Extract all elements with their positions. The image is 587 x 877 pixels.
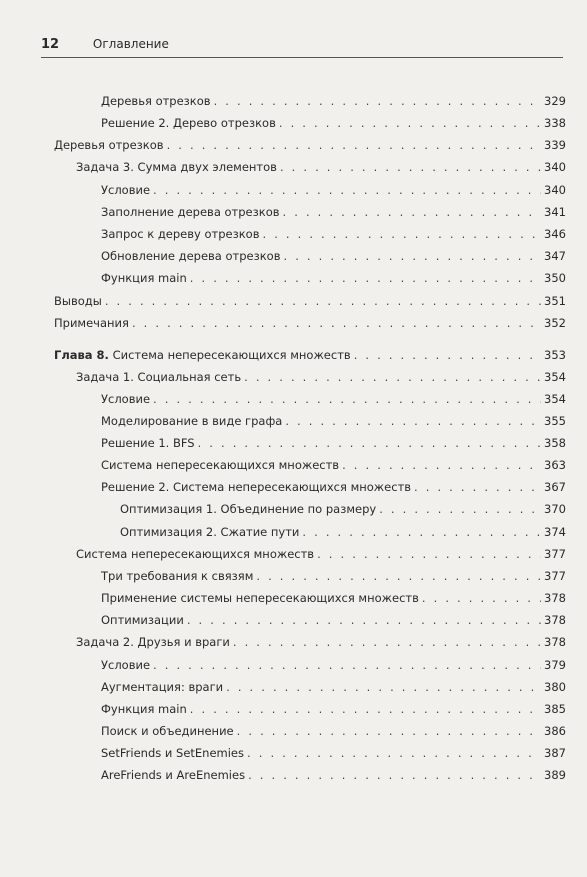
toc-entry[interactable]: [101, 433, 566, 453]
toc-entry[interactable]: [101, 566, 566, 586]
toc-entry-title: [101, 743, 244, 763]
toc-entry[interactable]: [101, 765, 566, 785]
toc-page-number: 385: [544, 702, 566, 716]
dot-leader: [233, 632, 541, 652]
running-title: Оглавление: [92, 37, 169, 51]
dot-leader: [280, 157, 541, 177]
toc-page-number: 378: [544, 613, 566, 627]
toc-entry-title: [76, 544, 314, 564]
dot-leader: [153, 180, 541, 200]
toc-entry-title: [101, 202, 280, 222]
toc-entry[interactable]: [76, 157, 566, 177]
dot-leader: [247, 743, 541, 763]
toc-entry[interactable]: [101, 91, 566, 111]
toc-entry-title: [101, 113, 276, 133]
toc-entry-title: [101, 433, 195, 453]
toc-title-text: Поиск и объединение: [101, 724, 234, 738]
toc-entry-title: [101, 180, 150, 200]
toc-entry[interactable]: [101, 389, 566, 409]
dot-leader: [190, 268, 541, 288]
dot-leader: [132, 313, 541, 333]
dot-leader: [167, 135, 541, 155]
toc-entry[interactable]: [101, 113, 566, 133]
toc-entry-title: [101, 455, 339, 475]
toc-entry[interactable]: [101, 588, 566, 608]
toc-entry-title: [101, 246, 281, 266]
toc-entry[interactable]: [54, 345, 566, 365]
toc-page-number: 367: [544, 480, 566, 494]
toc-entry[interactable]: [101, 477, 566, 497]
toc-entry[interactable]: [101, 699, 566, 719]
toc-entry[interactable]: [54, 313, 566, 333]
toc-page-number: 355: [544, 414, 566, 428]
toc-entry-title: [101, 566, 253, 586]
toc-title-text: Три требования к связям: [101, 569, 254, 583]
dot-leader: [214, 91, 541, 111]
toc-entry-title: [101, 721, 234, 741]
toc-page-number: 340: [544, 183, 566, 197]
toc-title-text: Решение 1. BFS: [101, 436, 195, 450]
toc-title-text: SetFriends и SetEnemies: [101, 746, 245, 760]
dot-leader: [302, 522, 541, 542]
toc-title-text: AreFriends и AreEnemies: [101, 768, 246, 782]
toc-entry[interactable]: [120, 522, 566, 542]
toc-page-number: 339: [544, 138, 566, 152]
toc-title-text: Деревья отрезков: [101, 94, 211, 108]
toc-page-number: 374: [544, 525, 566, 539]
dot-leader: [354, 345, 541, 365]
dot-leader: [283, 202, 542, 222]
toc-title-text: Применение системы непересекающихся множеств: [101, 591, 419, 605]
dot-leader: [226, 677, 541, 697]
toc-entry-title: [101, 91, 211, 111]
toc-page-number: 354: [544, 370, 566, 384]
toc-entry-title: [54, 313, 129, 333]
toc-title-text: Запрос к дереву отрезков: [101, 227, 260, 241]
toc-title-text: Решение 2. Дерево отрезков: [101, 116, 276, 130]
toc-entry-title: [54, 291, 102, 311]
toc-title-text: Оптимизация 2. Сжатие пути: [120, 525, 300, 539]
toc-page-number: 340: [544, 160, 566, 174]
toc-entry-title: [101, 699, 187, 719]
toc-page-number: 351: [544, 294, 566, 308]
toc-page-number: 347: [544, 249, 566, 263]
toc-page-number: 377: [544, 569, 566, 583]
toc-entry-title: [101, 268, 187, 288]
toc-entry[interactable]: [101, 224, 566, 244]
toc-title-text: Моделирование в виде графа: [101, 414, 283, 428]
toc-page-number: 370: [544, 502, 566, 516]
dot-leader: [105, 291, 541, 311]
dot-leader: [153, 389, 541, 409]
toc-entry[interactable]: [101, 268, 566, 288]
toc-entry-title: [101, 610, 184, 630]
toc-entry[interactable]: [101, 180, 566, 200]
toc-entry-title: [54, 345, 351, 365]
dot-leader: [317, 544, 541, 564]
dot-leader: [244, 367, 541, 387]
toc-title-text: Функция main: [101, 271, 187, 285]
toc-page-number: 353: [544, 348, 566, 362]
dot-leader: [379, 499, 541, 519]
toc-page-number: 350: [544, 271, 566, 285]
toc-title-text: Функция main: [101, 702, 187, 716]
toc-title-text: Решение 2. Система непересекающихся множеств: [101, 480, 412, 494]
toc-title-text: Заполнение дерева отрезков: [101, 205, 280, 219]
dot-leader: [284, 246, 542, 266]
toc-entry[interactable]: [76, 632, 566, 652]
toc-title-text: Примечания: [54, 316, 129, 330]
toc-page-number: 377: [544, 547, 566, 561]
toc-entry-title: [120, 522, 299, 542]
toc-entry-title: [101, 411, 282, 431]
toc-page-number: 387: [544, 746, 566, 760]
toc-page-number: 338: [544, 116, 566, 130]
toc-page-number: 363: [544, 458, 566, 472]
toc-entry[interactable]: [101, 246, 566, 266]
dot-leader: [414, 477, 541, 497]
dot-leader: [198, 433, 541, 453]
toc-page-number: 378: [544, 591, 566, 605]
dot-leader: [190, 699, 541, 719]
toc-entry[interactable]: [54, 135, 566, 155]
toc-page-number: 352: [544, 316, 566, 330]
toc-title-text: Аугментация: враги: [101, 680, 224, 694]
toc-page-number: 346: [544, 227, 566, 241]
toc-title-text: Система непересекающихся множеств: [101, 458, 340, 472]
toc-entry[interactable]: [76, 367, 566, 387]
toc-entry-title: [76, 632, 230, 652]
toc-page-number: 389: [544, 768, 566, 782]
page-number: 12: [41, 37, 60, 52]
toc-page-number: 379: [544, 658, 566, 672]
toc-page-number: 358: [544, 436, 566, 450]
toc-entry[interactable]: [76, 544, 566, 564]
toc-entry[interactable]: [101, 677, 566, 697]
toc-entry[interactable]: [101, 202, 566, 222]
toc-entry-title: [101, 765, 245, 785]
toc-title-text: Условие: [101, 658, 151, 672]
toc-entry-title: [54, 135, 164, 155]
toc-entry[interactable]: [101, 411, 566, 431]
toc-entry[interactable]: [101, 721, 566, 741]
dot-leader: [256, 566, 541, 586]
toc-page-number: 329: [544, 94, 566, 108]
toc-entry[interactable]: [120, 499, 566, 519]
toc-title-text: Условие: [101, 392, 151, 406]
toc-page-number: 341: [544, 205, 566, 219]
dot-leader: [279, 113, 541, 133]
toc-page-number: 378: [544, 635, 566, 649]
dot-leader: [237, 721, 541, 741]
toc-entry-title: [101, 477, 411, 497]
toc-entry-title: [101, 389, 150, 409]
toc-title-text: Задача 3. Сумма двух элементов: [76, 160, 277, 174]
dot-leader: [285, 411, 541, 431]
toc-entry-title: [101, 224, 259, 244]
toc-entry[interactable]: [101, 743, 566, 763]
toc-title-text: Обновление дерева отрезков: [101, 249, 281, 263]
toc-entry[interactable]: [54, 291, 566, 311]
toc-entry-title: [76, 367, 241, 387]
toc-entry-title: [101, 677, 223, 697]
toc-title-text: Система непересекающихся множеств: [112, 348, 351, 362]
dot-leader: [248, 765, 541, 785]
toc-page-number: 386: [544, 724, 566, 738]
dot-leader: [187, 610, 541, 630]
toc-page-number: 380: [544, 680, 566, 694]
toc-entry[interactable]: [101, 610, 566, 630]
toc-entry-title: [101, 655, 150, 675]
dot-leader: [153, 655, 541, 675]
toc-entry[interactable]: [101, 455, 566, 475]
toc-title-text: Деревья отрезков: [54, 138, 164, 152]
toc-title-text: Оптимизация 1. Объединение по размеру: [120, 502, 377, 516]
dot-leader: [262, 224, 541, 244]
header-rule: [41, 57, 563, 58]
dot-leader: [342, 455, 541, 475]
toc-title-text: Система непересекающихся множеств: [76, 547, 315, 561]
toc-title-text: Задача 2. Друзья и враги: [76, 635, 230, 649]
toc-entry-title: [120, 499, 376, 519]
toc-title-text: Задача 1. Социальная сеть: [76, 370, 242, 384]
toc-entry-title: [76, 157, 277, 177]
toc-title-text: Выводы: [54, 294, 102, 308]
dot-leader: [422, 588, 541, 608]
page-header: [41, 36, 561, 53]
toc-entry-title: [101, 588, 419, 608]
toc-title-text: Условие: [101, 183, 151, 197]
toc-title-text: Оптимизации: [101, 613, 184, 627]
chapter-label: Глава 8.: [54, 348, 109, 362]
toc-page-number: 354: [544, 392, 566, 406]
toc-entry[interactable]: [101, 655, 566, 675]
